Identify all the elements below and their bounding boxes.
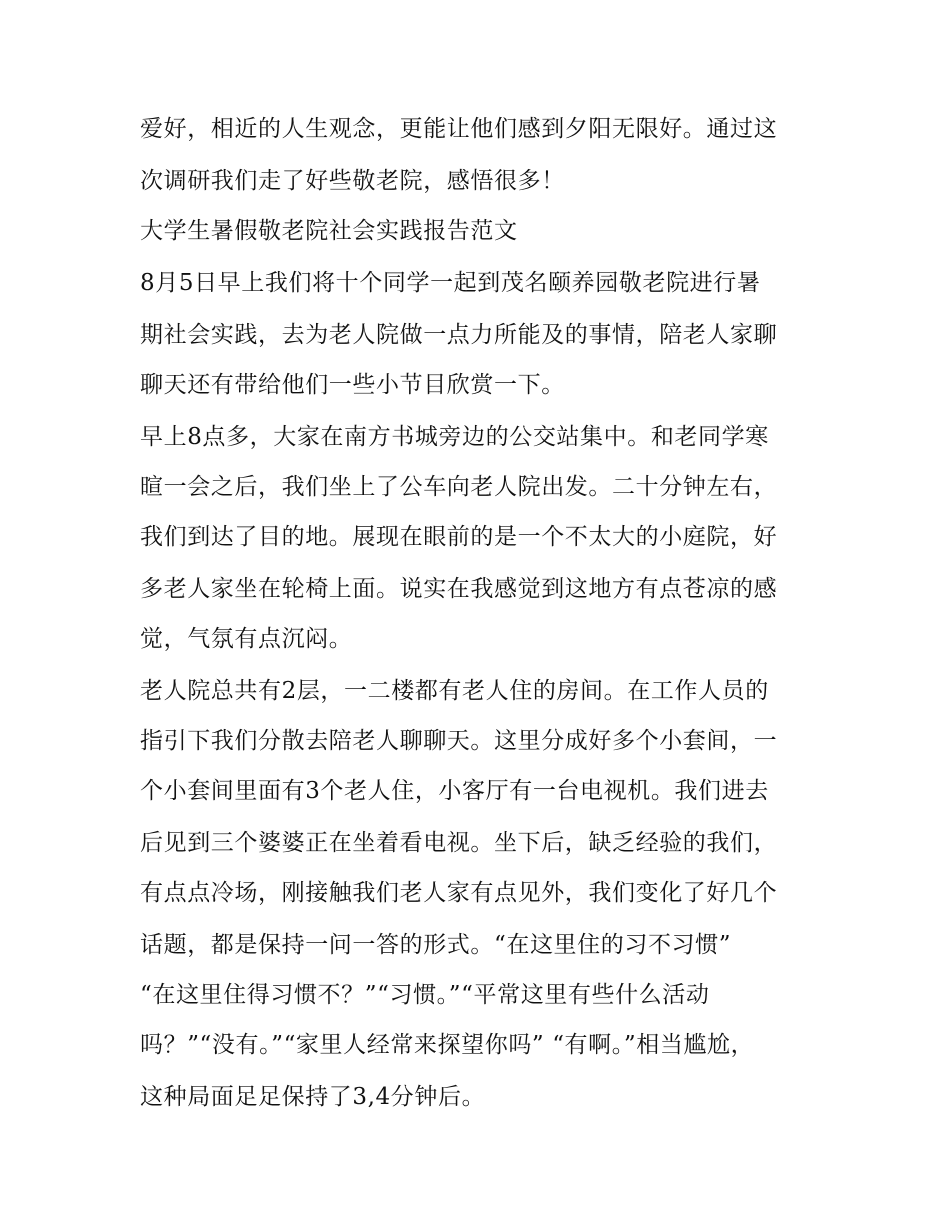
text-line: 8月5日早上我们将十个同学一起到茂名颐养园敬老院进行暑: [140, 270, 761, 296]
text-line: 这种局面足足保持了3,4分钟后。: [140, 1084, 486, 1110]
text-line: 爱好，相近的人生观念，更能让他们感到夕阳无限好。通过这: [140, 116, 778, 142]
section-title: 大学生暑假敬老院社会实践报告范文: [140, 218, 518, 244]
text-line: 指引下我们分散去陪老人聊聊天。这里分成好多个小套间，一: [140, 728, 778, 754]
text-line: 暄一会之后，我们坐上了公车向老人院出发。二十分钟左右，: [140, 474, 778, 500]
text-line: 有点点冷场，刚接触我们老人家有点见外，我们变化了好几个: [140, 880, 778, 906]
text-line: 个小套间里面有3个老人住，小客厅有一台电视机。我们进去: [140, 778, 769, 804]
text-line: 聊天还有带给他们一些小节目欣赏一下。: [140, 372, 565, 398]
text-line: “在这里住得习惯不？”“习惯。”“平常这里有些什么活动: [140, 982, 710, 1008]
text-line: 次调研我们走了好些敬老院，感悟很多！: [140, 168, 565, 194]
text-line: 多老人家坐在轮椅上面。说实在我感觉到这地方有点苍凉的感: [140, 576, 778, 602]
text-line: 早上8点多，大家在南方书城旁边的公交站集中。和老同学寒: [140, 424, 769, 450]
text-line: 老人院总共有2层，一二楼都有老人住的房间。在工作人员的: [140, 678, 769, 704]
text-line: 觉，气氛有点沉闷。: [140, 626, 353, 652]
text-line: 话题，都是保持一问一答的形式。“在这里住的习不习惯”: [140, 932, 732, 958]
text-line: 我们到达了目的地。展现在眼前的是一个不太大的小庭院，好: [140, 524, 778, 550]
text-line: 后见到三个婆婆正在坐着看电视。坐下后，缺乏经验的我们，: [140, 830, 778, 856]
text-line: 吗？”“没有。”“家里人经常来探望你吗” “有啊。”相当尴尬，: [140, 1032, 755, 1058]
text-line: 期社会实践，去为老人院做一点力所能及的事情，陪老人家聊: [140, 322, 778, 348]
